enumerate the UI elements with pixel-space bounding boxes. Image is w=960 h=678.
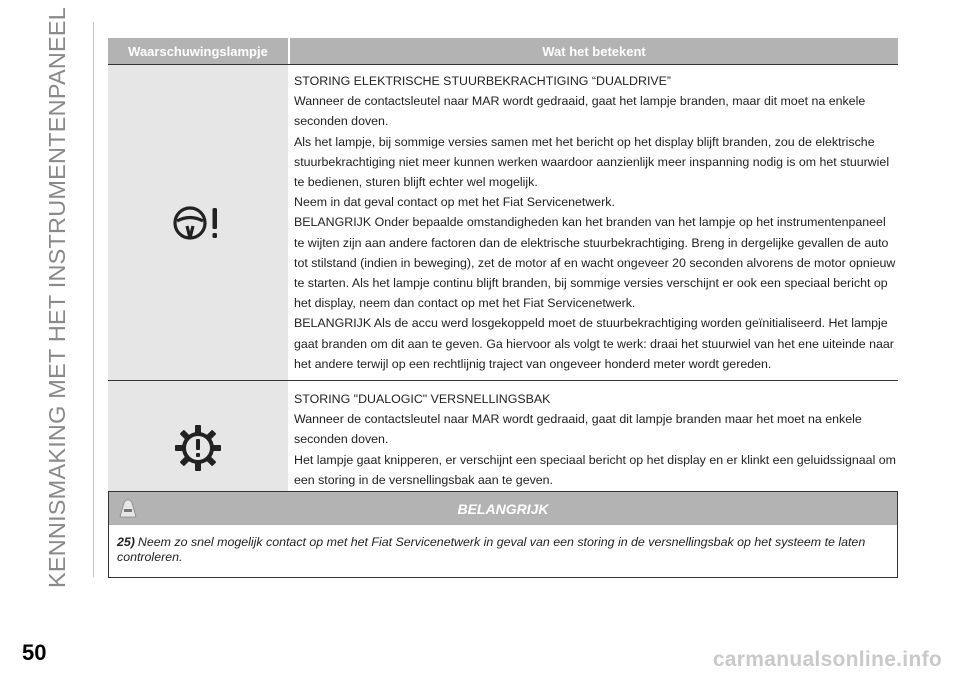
row1-para: BELANGRIJK Onder bepaalde omstandigheden kan het branden van het lampje op het instrumentenpaneel te wijten zijn aan andere factoren dan de elektrische stuurbekrachtiging. Breng in dergelijke gevallen de auto tot stilstand (indien in beweging), zet de motor af en wacht ongeveer 20 seconden alvorens de motor opnieuw te starten. Als het lampje continu blijft branden, bij sommige versies verschijnt er ook een speciaal bericht op het display, neem dan contact op met het Fiat Servicenetwerk. [294,215,896,311]
row2-title: STORING "DUALOGIC" VERSNELLINGSBAK [294,392,551,407]
row1-para: Wanneer de contactsleutel naar MAR wordt gedraaid, gaat het lampje branden, maar dit moet na enkele seconden doven. [294,94,866,129]
watermark: carmanualsonline.info [712,648,942,671]
notice-body [109,525,897,577]
row1-title: STORING ELEKTRISCHE STUURBEKRACHTIGING “DUALDRIVE” [294,74,672,88]
table-row [108,65,898,381]
side-section-title: KENNISMAKING MET HET INSTRUMENTENPANEEL [44,6,71,589]
side-section-title-wrap [28,6,88,589]
steering-wheel-warning-icon [168,203,228,243]
warning-car-icon [117,497,139,519]
table-header [108,38,898,65]
row1-para: BELANGRIJK Als de accu werd losgekoppeld moet de stuurbekrachtiging worden geïnitialiseerd. Het lampje gaat branden om dit aan te geven. Ga hiervoor als volgt te werk: draai het stuurwiel van het ene uiteinde naar het andere terwijl op een rechtlijnig traject van ongeveer honderd meter wordt gereden. [294,316,894,371]
warning-lights-table [108,38,898,515]
row2-para: Het lampje gaat knipperen, er verschijnt een speciaal bericht op het display en er klinkt een geluidssignaal om een storing in de versnellingsbak aan te geven. [294,452,896,487]
page-number: 50 [22,640,47,665]
gear-warning-icon [173,423,223,473]
header-meaning: Wat het betekent [290,38,898,64]
notice-title: BELANGRIJK [457,500,549,517]
important-notice [108,491,898,578]
header-warning-light: Waarschuwingslampje [108,38,288,64]
notice-header [109,492,897,525]
notice-number: 25) [117,535,135,549]
row1-para: Neem in dat geval contact op met het Fiat Servicenetwerk. [294,195,615,210]
meaning-cell [290,65,898,380]
side-divider [93,22,94,577]
icon-cell [108,65,288,380]
row1-para: Als het lampje, bij sommige versies samen met het bericht op het display blijft branden, zou de elektrische stuurbekrachtiging niet meer kunnen werken waardoor aanzienlijk meer inspanning nodig is om het stuurwiel te bedienen, sturen blijft echter wel mogelijk. [294,134,890,190]
notice-text: Neem zo snel mogelijk contact op met het Fiat Servicenetwerk in geval van een storing in de versnellingsbak op het systeem te laten controleren. [117,535,866,564]
row2-para: Wanneer de contactsleutel naar MAR wordt gedraaid, gaat dit lampje branden maar het moet na enkele seconden doven. [294,412,862,447]
